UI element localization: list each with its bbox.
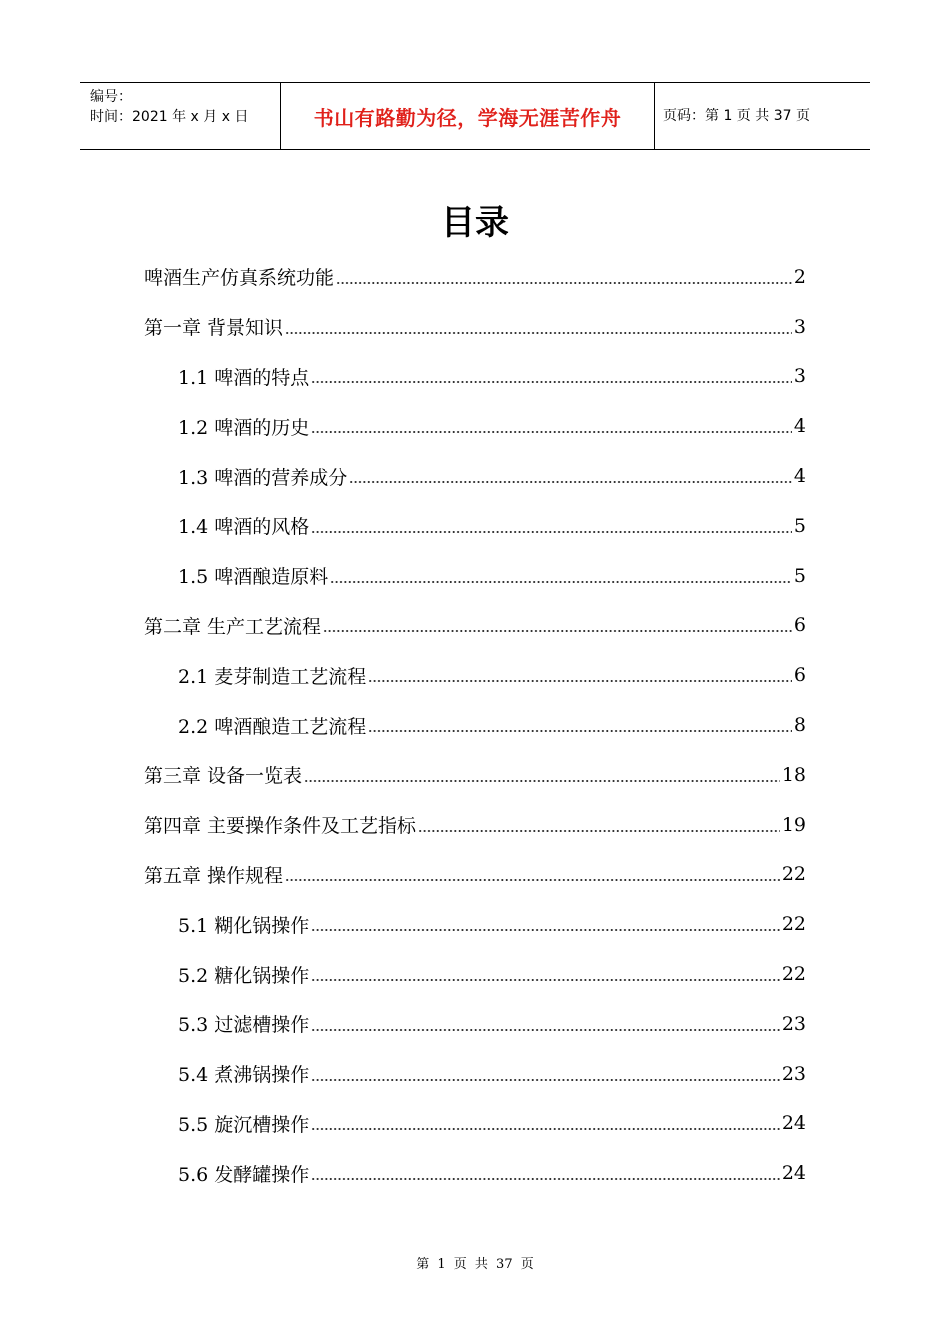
toc-entry-page: 23 [781, 1012, 806, 1035]
toc-entry-label: 5.2 糖化锅操作 [178, 964, 310, 987]
toc-entry[interactable] [144, 352, 806, 402]
toc-dot-leader [311, 979, 780, 981]
toc-dot-leader [311, 929, 780, 931]
toc-entry-label: 5.5 旋沉槽操作 [178, 1113, 310, 1136]
toc-dot-leader [311, 431, 792, 433]
toc-entry[interactable] [144, 949, 806, 999]
toc-dot-leader [311, 1178, 780, 1180]
motto-text: 书山有路勤为径，学海无涯苦作舟 [313, 105, 622, 130]
toc-entry-page: 18 [781, 763, 806, 786]
toc-dot-leader [323, 630, 792, 632]
document-number-label: 编号： [90, 89, 132, 105]
toc-dot-leader [311, 1128, 780, 1130]
toc-entry-page: 19 [781, 813, 806, 836]
toc-entry[interactable] [144, 551, 806, 601]
page-footer: 第 1 页 共 37 页 [416, 1257, 534, 1272]
toc-entry[interactable] [144, 999, 806, 1049]
toc-entry[interactable] [144, 750, 806, 800]
toc-entry-label: 1.1 啤酒的特点 [178, 366, 310, 389]
toc-entry[interactable] [144, 1148, 806, 1198]
toc-entry-page: 6 [793, 664, 806, 687]
document-time-label: 时间：2021 年 x 月 x 日 [90, 109, 249, 125]
toc-dot-leader [285, 332, 792, 334]
toc-entry[interactable] [144, 302, 806, 352]
toc-entry-page: 5 [793, 514, 806, 537]
toc-entry[interactable] [144, 1099, 806, 1149]
toc-dot-leader [330, 581, 792, 583]
page-info: 页码：第 1 页 共 37 页 [663, 108, 810, 124]
toc-entry-page: 2 [793, 265, 806, 288]
toc-dot-leader [368, 730, 792, 732]
toc-entry[interactable] [144, 850, 806, 900]
toc-entry-page: 8 [793, 714, 806, 737]
toc-entry-page: 22 [781, 863, 806, 886]
toc-entry-label: 5.1 糊化锅操作 [178, 914, 310, 937]
toc-entry-label: 第二章 生产工艺流程 [144, 615, 322, 638]
toc-entry-label: 1.2 啤酒的历史 [178, 416, 310, 439]
toc-dot-leader [311, 1079, 780, 1081]
toc-dot-leader [304, 780, 780, 782]
table-of-contents [144, 252, 806, 1198]
toc-entry-label: 第五章 操作规程 [144, 864, 284, 887]
toc-entry[interactable] [144, 1049, 806, 1099]
toc-entry-page: 24 [781, 1112, 806, 1135]
toc-dot-leader [311, 531, 792, 533]
toc-dot-leader [418, 830, 780, 832]
toc-entry[interactable] [144, 800, 806, 850]
toc-entry-label: 2.2 啤酒酿造工艺流程 [178, 715, 367, 738]
document-header [80, 82, 870, 150]
toc-entry-label: 5.3 过滤槽操作 [178, 1014, 310, 1037]
toc-entry-page: 5 [793, 564, 806, 587]
toc-entry-label: 1.4 啤酒的风格 [178, 516, 310, 539]
toc-entry-label: 第一章 背景知识 [144, 317, 284, 340]
toc-entry-label: 1.5 啤酒酿造原料 [178, 566, 329, 589]
toc-title: 目录 [441, 203, 509, 243]
toc-entry[interactable] [144, 700, 806, 750]
toc-entry-page: 24 [781, 1162, 806, 1185]
toc-dot-leader [349, 481, 792, 483]
toc-dot-leader [311, 381, 792, 383]
toc-dot-leader [336, 282, 792, 284]
header-motto-cell [281, 83, 655, 149]
toc-entry-label: 啤酒生产仿真系统功能 [144, 267, 335, 290]
toc-entry-page: 3 [793, 315, 806, 338]
toc-entry-label: 5.4 煮沸锅操作 [178, 1064, 310, 1087]
toc-entry-page: 23 [781, 1062, 806, 1085]
toc-dot-leader [368, 680, 792, 682]
header-info-cell [80, 83, 281, 149]
toc-entry[interactable] [144, 401, 806, 451]
toc-entry-label: 5.6 发酵罐操作 [178, 1163, 310, 1186]
toc-entry-page: 6 [793, 614, 806, 637]
toc-entry-page: 22 [781, 913, 806, 936]
toc-dot-leader [311, 1029, 780, 1031]
toc-entry-page: 4 [793, 415, 806, 438]
toc-entry-label: 第四章 主要操作条件及工艺指标 [144, 815, 417, 838]
toc-entry-page: 22 [781, 963, 806, 986]
toc-entry[interactable] [144, 501, 806, 551]
toc-entry-page: 4 [793, 465, 806, 488]
toc-entry-label: 第三章 设备一览表 [144, 765, 303, 788]
toc-entry[interactable] [144, 252, 806, 302]
toc-entry[interactable] [144, 650, 806, 700]
toc-entry-page: 3 [793, 365, 806, 388]
toc-dot-leader [285, 879, 780, 881]
toc-entry[interactable] [144, 601, 806, 651]
toc-entry[interactable] [144, 451, 806, 501]
toc-entry-label: 2.1 麦芽制造工艺流程 [178, 665, 367, 688]
header-page-cell [655, 83, 870, 149]
toc-entry-label: 1.3 啤酒的营养成分 [178, 466, 348, 489]
toc-entry[interactable] [144, 899, 806, 949]
